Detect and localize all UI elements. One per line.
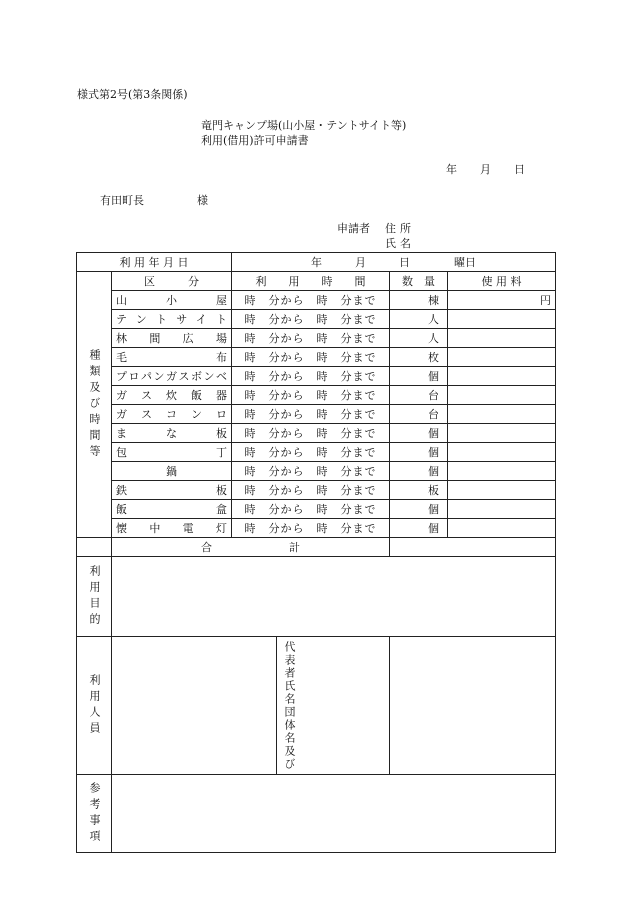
column-fee: 使 用 料 xyxy=(448,272,556,291)
total-label: 合 計 xyxy=(112,538,390,557)
item-name: ガス炊飯器 xyxy=(112,386,232,405)
item-row xyxy=(77,291,556,310)
item-time[interactable]: 時 分から 時 分まで xyxy=(232,481,390,500)
applicant-label: 申請者 xyxy=(337,222,370,235)
item-fee[interactable] xyxy=(448,519,556,538)
item-fee[interactable]: 円 xyxy=(448,291,556,310)
item-fee[interactable] xyxy=(448,443,556,462)
purpose-row xyxy=(77,557,556,637)
item-time[interactable]: 時 分から 時 分まで xyxy=(232,500,390,519)
item-time[interactable]: 時 分から 時 分まで xyxy=(232,291,390,310)
applicant-name-label: 氏名 xyxy=(385,237,415,250)
item-name: 山小屋 xyxy=(112,291,232,310)
item-name: 鉄板 xyxy=(112,481,232,500)
item-time[interactable]: 時 分から 時 分まで xyxy=(232,310,390,329)
users-field[interactable] xyxy=(112,637,277,775)
item-name: 鍋 xyxy=(112,462,232,481)
item-unit[interactable]: 個 xyxy=(390,519,448,538)
item-unit[interactable]: 人 xyxy=(390,310,448,329)
item-unit[interactable]: 個 xyxy=(390,462,448,481)
usage-date-field[interactable]: 年 月 日 曜日 xyxy=(232,253,556,272)
item-time[interactable]: 時 分から 時 分まで xyxy=(232,462,390,481)
document-title: 竜門キャンプ場(山小屋・テントサイト等) xyxy=(201,119,407,132)
item-unit[interactable]: 人 xyxy=(390,329,448,348)
item-row xyxy=(77,462,556,481)
item-row xyxy=(77,443,556,462)
item-unit[interactable]: 台 xyxy=(390,386,448,405)
item-row xyxy=(77,519,556,538)
item-time[interactable]: 時 分から 時 分まで xyxy=(232,329,390,348)
item-fee[interactable] xyxy=(448,500,556,519)
remarks-field[interactable] xyxy=(112,775,556,853)
item-row xyxy=(77,348,556,367)
item-time[interactable]: 時 分から 時 分まで xyxy=(232,424,390,443)
column-header-row xyxy=(77,272,556,291)
item-unit[interactable]: 個 xyxy=(390,500,448,519)
item-name: テントサイト xyxy=(112,310,232,329)
item-fee[interactable] xyxy=(448,424,556,443)
remarks-row xyxy=(77,775,556,853)
item-time[interactable]: 時 分から 時 分まで xyxy=(232,367,390,386)
item-name: 懐中電灯 xyxy=(112,519,232,538)
item-fee[interactable] xyxy=(448,386,556,405)
item-time[interactable]: 時 分から 時 分まで xyxy=(232,519,390,538)
item-row xyxy=(77,405,556,424)
item-row xyxy=(77,310,556,329)
users-row xyxy=(77,637,556,775)
item-name: 林間広場 xyxy=(112,329,232,348)
application-table xyxy=(76,252,556,853)
form-number: 様式第2号(第3条関係) xyxy=(77,88,188,101)
usage-date-row xyxy=(77,253,556,272)
total-value[interactable] xyxy=(390,538,556,557)
applicant-address-label: 住所 xyxy=(385,222,415,235)
item-name: 飯盒 xyxy=(112,500,232,519)
column-quantity: 数 量 xyxy=(390,272,448,291)
item-unit[interactable]: 棟 xyxy=(390,291,448,310)
item-unit[interactable]: 枚 xyxy=(390,348,448,367)
item-fee[interactable] xyxy=(448,367,556,386)
total-blank xyxy=(77,538,112,557)
item-name: ガスコンロ xyxy=(112,405,232,424)
item-row xyxy=(77,424,556,443)
item-time[interactable]: 時 分から 時 分まで xyxy=(232,443,390,462)
item-row xyxy=(77,500,556,519)
item-fee[interactable] xyxy=(448,329,556,348)
item-row xyxy=(77,329,556,348)
column-category: 区 分 xyxy=(112,272,232,291)
item-unit[interactable]: 板 xyxy=(390,481,448,500)
item-unit[interactable]: 個 xyxy=(390,424,448,443)
item-fee[interactable] xyxy=(448,481,556,500)
users-label: 利用人員 xyxy=(77,637,112,775)
total-row xyxy=(77,538,556,557)
date-year-label: 年 xyxy=(446,163,457,176)
date-month-label: 月 xyxy=(480,163,491,176)
item-time[interactable]: 時 分から 時 分まで xyxy=(232,405,390,424)
purpose-field[interactable] xyxy=(112,557,556,637)
item-time[interactable]: 時 分から 時 分まで xyxy=(232,386,390,405)
document-subtitle: 利用(借用)許可申請書 xyxy=(201,134,309,147)
item-unit[interactable]: 台 xyxy=(390,405,448,424)
date-day-label: 日 xyxy=(514,163,525,176)
item-name: まな板 xyxy=(112,424,232,443)
item-row xyxy=(77,367,556,386)
category-header: 種類及び時間等 xyxy=(77,272,112,538)
representative-label: 代表者氏名団体名及び xyxy=(283,641,296,771)
item-row xyxy=(77,481,556,500)
column-time: 利 用 時 間 xyxy=(232,272,390,291)
item-unit[interactable]: 個 xyxy=(390,443,448,462)
purpose-label: 利用目的 xyxy=(77,557,112,637)
item-unit[interactable]: 個 xyxy=(390,367,448,386)
representative-field[interactable] xyxy=(390,637,556,775)
item-fee[interactable] xyxy=(448,310,556,329)
item-fee[interactable] xyxy=(448,405,556,424)
addressee-name: 有田町長 xyxy=(100,194,144,207)
representative-label-cell xyxy=(277,637,390,775)
usage-date-label: 利 用 年 月 日 xyxy=(77,253,232,272)
item-row xyxy=(77,386,556,405)
item-name: 包丁 xyxy=(112,443,232,462)
item-time[interactable]: 時 分から 時 分まで xyxy=(232,348,390,367)
item-fee[interactable] xyxy=(448,348,556,367)
item-fee[interactable] xyxy=(448,462,556,481)
item-name: プロパンガスボンベ xyxy=(112,367,232,386)
remarks-label: 参考事項 xyxy=(77,775,112,853)
addressee-honorific: 様 xyxy=(197,194,208,207)
item-name: 毛布 xyxy=(112,348,232,367)
